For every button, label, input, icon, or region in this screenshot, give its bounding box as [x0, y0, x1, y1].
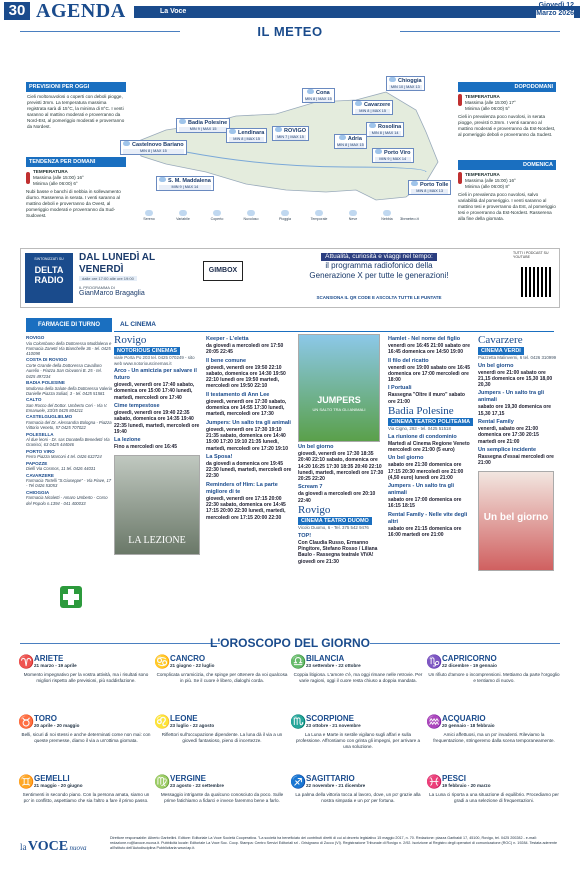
city-label-3: [176, 118, 230, 133]
sign-name: GEMELLI: [34, 774, 70, 783]
sign-text: Un rifiuto d'amore o incomprensioni. Mettiamo da parte l'orgoglio e tentiamo di nuovo.: [428, 672, 560, 683]
pharmacy-city: PORTO VIRO: [26, 448, 55, 454]
city-title: Badia Polesine: [388, 405, 454, 418]
horoscope-sign-0: [20, 654, 152, 684]
zodiac-icon: ♓: [426, 774, 443, 789]
cloud-icon: [275, 127, 282, 132]
pharmacy-city: CHIOGGIA: [26, 489, 50, 495]
sign-dates: 23 luglio - 22 agosto: [170, 723, 215, 728]
zodiac-icon: ♏: [290, 714, 307, 729]
weather-icon: [145, 210, 153, 216]
sign-name: CANCRO: [170, 654, 206, 663]
forecast-tomorrow: [26, 157, 126, 219]
meteo-credit: 3bmeteo.it: [400, 216, 419, 221]
film-title: Arco - Un amicizia per salvare il futuro: [114, 368, 197, 382]
sign-name: PESCI: [442, 774, 467, 783]
weather-legend: [136, 210, 400, 221]
pharmacy-city: COSTA DI ROVIGO: [26, 357, 68, 363]
legend-item-5: [306, 210, 332, 221]
cloud-icon: [339, 135, 346, 140]
film-showtimes: da giovedì a domenica ore 19:45 22:30 lunedì, martedì, mercoledì ore 22:30: [206, 460, 292, 480]
horoscope-sign-2: [292, 654, 424, 684]
masthead-bar: [134, 6, 580, 18]
city-title: Cavarzere: [478, 334, 523, 346]
film-title: Rental Family - Nelle vite degli altri: [388, 511, 468, 525]
city-name: Chioggia: [389, 77, 422, 85]
zodiac-icon: ♉: [18, 714, 35, 729]
city-temps: MIN 8 | MAX 15: [355, 109, 390, 114]
legend-label: Temporale: [310, 217, 328, 221]
sign-text: Belli, sicuri di noi stessi e anche determinati come non mai: con queste premesse, diamo il via a un'ottima giornata.: [21, 732, 151, 743]
pharmacy-info: Dielli Via Cosmos, 11 tel. 0426 44031: [26, 466, 96, 472]
temp-label: TEMPERATURA: [465, 94, 500, 99]
film-title: Un bel giorno: [388, 455, 424, 462]
city-label-5: [272, 126, 309, 141]
film-showtimes: venerdì ore 19:00 sabato ore 16:45 domenica ore 17:00 mercoledì ore 18:00: [388, 364, 470, 384]
footer: [20, 834, 568, 878]
film-list: [478, 363, 558, 467]
legend-label: Variabile: [176, 217, 190, 221]
sign-dates: 21 maggio - 20 giugno: [34, 783, 83, 788]
film-title: Un semplice incidente: [478, 446, 537, 453]
film-showtimes: Con Claudia Russo, Ermanno Pingitore, Stefano Rosso / Liliana Baulo - Rassegna teatrale VIVA! giovedì ore 21:30: [298, 539, 378, 565]
poster-title: Un bel giorno: [483, 511, 549, 523]
forecast-after-tomorrow: [458, 82, 556, 138]
footer-logo: la VOCE nuova: [20, 839, 87, 854]
sign-name: CAPRICORNO: [442, 654, 497, 663]
ad-days: DAL LUNEDÌ AL VENERDÌ: [79, 252, 155, 275]
city-label-8: [120, 140, 187, 155]
zodiac-icon: ♈: [18, 654, 35, 669]
cinema-header: AL CINEMA: [114, 318, 554, 332]
sign-name: LEONE: [170, 714, 198, 723]
city-name: Rosolina: [369, 123, 401, 131]
temp-min: Minima (alle 06:00) 8°: [465, 184, 510, 189]
cinema-address: Vicolo Duomo, 6 - Tel. 375 542 9476: [298, 525, 369, 531]
pharmacy-info: Corte Grande della Dottoressa Cavallaro Aurelio - Piazza San Giovanni B. 25 - tel. 0425 497234: [26, 363, 102, 379]
cinema-badge: NOTORIOUS CINEMAS: [114, 347, 180, 355]
cinema-address: viale Porta Po 203 tel. 0425 070249 - sito web www.notoriouscinemas.it: [114, 355, 195, 366]
legend-item-7: [374, 210, 400, 221]
dopodomani-header: DOPODOMANI: [458, 82, 556, 92]
city-name: Porto Tolle: [411, 181, 448, 189]
pharmacy-city: CALTO: [26, 397, 42, 403]
qr-code-icon[interactable]: [521, 267, 551, 297]
city-label-4: [226, 128, 267, 143]
city-label-7: [366, 122, 404, 137]
cloud-icon: [411, 181, 418, 186]
ad-line1: Attualità, curiosità e viaggi nel tempo:: [321, 253, 437, 261]
city-label-9: [372, 148, 414, 163]
cinema-col-2: [206, 334, 294, 521]
pharmacy-cross-icon: [60, 586, 82, 608]
city-temps: MIN 8 | MAX 15: [337, 143, 364, 147]
pharmacy-city: ROVIGO: [26, 335, 45, 340]
ad-tagline: SINTONIZZATI SU: [34, 257, 64, 261]
forecast-today: [26, 82, 126, 132]
city-name: Porto Viro: [375, 149, 411, 157]
ad-brand-logo: GIMBOX: [203, 261, 243, 281]
sign-text: La Luna e Marte in sestile vigilano sugli affari e sulla professione. Affrontiamo con grinta gli impegni, per arrivare a una soluzione.: [295, 732, 420, 749]
sign-text: Coppia litigiosa. L'amore c'è, ma oggi rimane nelle retrovie. Per varie ragioni, oggi il cuore resta chiuso a doppia mandata.: [293, 672, 423, 683]
city-temps: MIN 8 | MAX 14: [369, 131, 401, 136]
horoscope-sign-7: [428, 714, 560, 744]
cinema-badge: CINEMA TEATRO POLITEAMA: [388, 418, 473, 426]
sign-dates: 21 giugno - 22 luglio: [170, 663, 215, 668]
thermometer-icon: [26, 172, 30, 184]
sign-dates: 23 ottobre - 21 novembre: [306, 723, 361, 728]
city-temps: MIN 9 | MAX 14: [159, 185, 211, 190]
cinema-col-1: [114, 334, 200, 555]
city-temps: MIN 8 | MAX 13: [411, 189, 448, 194]
pharmacy-info: Farmacia Nicoletti - Amaro Umberto - Corso del Popolo n.1394 - 041 400033: [26, 495, 108, 506]
film-title: Scream 7: [298, 484, 323, 491]
cinema-address: Piazzetta Malinverni, 6 tel. 0426 310999: [478, 355, 557, 360]
poster-subtitle: UN SALTO TRA GLI ANIMALI: [312, 407, 366, 412]
city-name: Castelnovo Bariano: [123, 141, 184, 149]
film-showtimes: Rassegna "Oltre il muro" sabato ore 21:00: [388, 392, 465, 405]
film-title: La riunione di condominio: [388, 433, 457, 440]
film-showtimes: sabato ore 19,30 domenica ore 15,30 17,15: [478, 404, 552, 417]
page-number: 30: [4, 2, 30, 20]
horoscope-sign-11: [428, 774, 560, 804]
forecast-today-header: PREVISIONI PER OGGI: [26, 82, 126, 92]
film-showtimes: da giovedì a mercoledì ore 20:10 22:40: [298, 491, 376, 504]
ad-podcast: TUTTI I PODCAST SU YOUTUBE: [513, 251, 549, 260]
film-showtimes: giovedì, venerdì ore 17:15 20:00 22:30 sabato, domenica ore 14:45 17:15 20:00 22:30 lunedì, martedì, mercoledì ore 17:15 20:00 22:30: [206, 495, 286, 521]
zodiac-icon: ♍: [154, 774, 171, 789]
forecast-today-text: Cieli moltonuvolosi o coperti con deboli piogge, previsti 3mm. La temperatura massima registrata sarà di 15°C, la minima di 8°C. I venti saranno al mattino moderati e proverranno da Nord-Est, al pomeriggio moderati e proverranno da Nordest.: [27, 94, 125, 129]
cinema-col-4: [388, 334, 474, 538]
sign-name: ACQUARIO: [442, 714, 486, 723]
poster-title: LA LEZIONE: [128, 535, 186, 547]
cinema-col-5: [478, 334, 558, 571]
horoscope-sign-8: [20, 774, 152, 804]
domenica-header: DOMENICA: [458, 160, 556, 170]
date-rest: Marzo 2026: [536, 10, 574, 17]
film-list: [388, 434, 474, 539]
temp-min: Minima (alle 06:00) 5°: [465, 106, 510, 111]
temp-max: Massima (alle 15:00) 16°: [465, 178, 516, 183]
pharmacy-city: BADIA POLESINE: [26, 379, 65, 385]
sign-name: ARIETE: [34, 654, 64, 663]
city-name: Adria: [337, 135, 364, 143]
footer-credits: Direttore responsabile: Alberto Garbellini. Editore: Editoriale La Voce Società Cooperativa. "La società ha beneficiato dei contributi diretti di cui al decreto legislativo 15 maggio 2017, n. 70. Redazione: piazza Garibaldi 17, 45100, Rovigo, tel. 0425 200282 - e-mail: redazione.ro@lavoce-nuova.it. Pubblicità locale: Editoriale La Voce Soc. Coop. Stampa: Centro Servizi Editoriali srl - Grisignano di Zocco (VI). Registrazione Tribunale di Rovigo n. 2/92. Iscrizione al Registro degli operatori di comunicazione (ROC) n. 19284. Testata aderente all'Istituto dell'Autodisciplina Pubblicitaria www.iap.it.: [110, 836, 558, 850]
pharmacy-city: CASTELGUGLIELMO: [26, 414, 73, 420]
city-name: Cona: [305, 89, 332, 97]
sign-dates: 23 settembre - 22 ottobre: [306, 663, 361, 668]
ad-hours: dalle ore 17:00 alle ore 19:00: [79, 276, 137, 281]
horoscope-sign-4: [20, 714, 152, 744]
film-showtimes: sabato ore 17:00 domenica ore 16:15 18:15: [388, 497, 462, 510]
legend-label: Nebbia: [381, 217, 393, 221]
sign-name: BILANCIA: [306, 654, 345, 663]
pharmacy-header: FARMACIE DI TURNO: [26, 318, 112, 332]
zodiac-icon: ♌: [154, 714, 171, 729]
horoscope-sign-5: [156, 714, 288, 744]
forecast-tomorrow-header: TENDENZA PER DOMANI: [26, 157, 126, 167]
cinema-address: Via Cigno, 293 - tel. 0425 51518: [388, 426, 451, 432]
thermometer-icon: [458, 172, 462, 184]
film-title: Rental Family: [478, 419, 514, 426]
city-label-2: [352, 100, 393, 115]
sign-dates: 22 novembre - 21 dicembre: [306, 783, 366, 788]
zodiac-icon: ♐: [290, 774, 307, 789]
film-title: Cime tempestose: [114, 403, 160, 410]
forecast-sunday: [458, 160, 556, 222]
film-title: Jumpers: Un salto tra gli animali: [206, 419, 291, 426]
weather-icon: [349, 210, 357, 216]
film-title: Il testamento di Ann Lee: [206, 391, 270, 398]
sign-text: La Luna ci riporta a una situazione di equilibrio. Procediamo per gradi a una selezione di frequentazioni.: [429, 792, 559, 803]
horoscope-title: L'OROSCOPO DEL GIORNO: [210, 636, 370, 650]
cloud-icon: [369, 123, 376, 128]
film-showtimes: Fino a mercoledì ore 16:45: [114, 444, 178, 451]
horoscope-sign-6: [292, 714, 424, 750]
cinema-badge: CINEMA TEATRO DUOMO: [298, 517, 372, 525]
film-title: Jumpers - Un salto tra gli animali: [478, 390, 545, 404]
film-showtimes: giovedì, venerdì ore 17:40 sabato, domenica ore 15:00 17:40 lunedì, martedì, mercoledì ore 17:40: [114, 382, 195, 401]
cinema-badge: CINEMA VERDI: [478, 347, 524, 355]
film-title: Keeper - L'eletta: [206, 336, 249, 342]
date-line: [536, 2, 574, 18]
paper-name: La Voce: [160, 8, 187, 15]
sign-dates: 20 aprile - 20 maggio: [34, 723, 80, 728]
ad-show: IL PROGRAMMA DI: [79, 285, 115, 291]
weather-icon: [179, 210, 187, 216]
city-name: S. M. Maddalena: [159, 177, 211, 185]
weather-icon: [315, 210, 323, 216]
city-name: ROVIGO: [275, 127, 306, 135]
meteo-title: IL METEO: [257, 24, 323, 39]
sign-dates: 20 gennaio - 18 febbraio: [442, 723, 495, 728]
weather-icon: [213, 210, 221, 216]
film-showtimes: venerdì ore 16:45 21:00 sabato ore 16:45 domenica ore 14:50 19:00: [388, 343, 470, 356]
horoscope-sign-10: [292, 774, 424, 804]
city-label-10: [156, 176, 214, 191]
city-label-0: [386, 76, 425, 91]
legend-item-6: [340, 210, 366, 221]
poster-la-lezione: [114, 455, 200, 555]
legend-item-1: [170, 210, 196, 221]
poster-un-bel-giorno: [478, 471, 554, 571]
film-title: Jumpers - Un salto tra gli animali: [388, 483, 455, 497]
sign-name: SAGITTARIO: [306, 774, 355, 783]
sign-text: Amici affettuosi, ma un po' invadenti. Rileviamo la frequentazione, stringeremo dalla scena temporaneamente.: [433, 732, 555, 743]
pharmacy-city: POLESELLA: [26, 431, 54, 437]
poster-title: JUMPERS: [317, 395, 361, 405]
ad-line2: il programma radiofonico della: [325, 261, 433, 271]
sign-dates: 19 febbraio - 20 marzo: [442, 783, 491, 788]
cloud-icon: [159, 177, 166, 182]
film-title: La Sposa!: [206, 453, 233, 460]
sign-dates: 23 agosto - 22 settembre: [170, 783, 224, 788]
cloud-icon: [389, 77, 396, 82]
ad-qr-text: SCANSIONA IL QR CODE E ASCOLTA TUTTE LE PUNTATE: [316, 295, 442, 300]
sign-text: Messaggio intrigante da qualcuno conosciuto da poco. Sulle prime fatichiamo a fidarci e invece faremmo bene a farlo.: [160, 792, 284, 803]
legend-item-3: [238, 210, 264, 221]
weather-icon: [383, 210, 391, 216]
ad-host: GianMarco Bragaglia: [79, 290, 145, 298]
film-title: Il bene comune: [206, 357, 247, 364]
cloud-icon: [229, 129, 236, 134]
radio-name: DELTA RADIO: [34, 265, 64, 286]
city-temps: MIN 7 | MAX 15: [275, 135, 306, 140]
city-temps: MIN 9 | MAX 14: [375, 157, 411, 162]
temp-max: Massima (alle 15:00) 17°: [465, 100, 516, 105]
film-title: La lezione: [114, 437, 141, 444]
temp-label: TEMPERATURA: [33, 169, 68, 174]
city-temps: MIN 8 | MAX 15: [305, 97, 332, 101]
cloud-icon: [355, 101, 362, 106]
sign-text: Riflettori sull'occupazione dipendente. La luna dà il via a un giovedì fantasioso, pieno di incertezze.: [161, 732, 283, 743]
sign-dates: 22 dicembre - 19 gennaio: [442, 663, 497, 668]
temp-label: TEMPERATURA: [465, 172, 500, 177]
legend-item-0: [136, 210, 162, 221]
horoscope-sign-9: [156, 774, 288, 804]
pharmacy-info: Ferro Piazza Marconi 4 tel. 0426 632724: [26, 454, 102, 460]
weather-icon: [281, 210, 289, 216]
sign-name: TORO: [34, 714, 57, 723]
city-name: Cavarzere: [355, 101, 390, 109]
cloud-icon: [307, 89, 314, 94]
date-day: Giovedì 12: [538, 2, 574, 9]
cinema-col-3: [298, 334, 384, 565]
city-temps: MIN 10 | MAX 13: [390, 85, 420, 89]
sign-text: Sentimenti in secondo piano. Con la persona amata, siamo un po' in conflitto, aspettiamo che sia l'altro a fare il primo passo.: [22, 792, 150, 803]
radio-logo: [25, 253, 73, 303]
legend-label: Coperto: [210, 217, 224, 221]
section-title: AGENDA: [36, 0, 126, 22]
pharmacy-info: Madonna della Salute della Dottoressa Valeria Danielle Piazza Soliati, 3 - tel. 0425 51581: [26, 385, 112, 396]
dopodomani-text: Cieli in prevalenza poco nuvolosi, in serata piogge, previsti 0.3mm. I venti saranno al mattino moderati e proverranno da Est-Nordest, al pomeriggio deboli e proverranno da Sudest.: [458, 114, 556, 137]
weather-icon: [247, 210, 255, 216]
domenica-text: Cieli in prevalenza poco nuvolosi, salvo variabilità dal pomeriggio. I venti saranno al mattino tesi e proverranno da Est, al pomeriggio tesi e proverranno da Est-Nordest. Rasserena alla fine della giornata.: [458, 192, 556, 221]
film-showtimes: giovedì, venerdì ore 17:30 19:10 21:35 sabato, domenica ore 14:40 15:00 17:20 19:10 21:35 lunedì, martedì, mercoledì ore 17:20 19:10: [206, 426, 288, 452]
zodiac-icon: ♑: [426, 654, 443, 669]
horoscope-sign-3: [428, 654, 560, 684]
legend-label: Pioggia: [279, 217, 291, 221]
film-title: Un bel giorno: [298, 444, 334, 450]
zodiac-icon: ♊: [18, 774, 35, 789]
cloud-icon: [123, 141, 130, 146]
film-showtimes: da giovedì a mercoledì ore 17:50 20:05 22:45: [206, 343, 284, 356]
film-showtimes: giovedì, venerdì ore 17:30 18:35 20:40 22:10 sabato, domenica ore 14:20 16:25 17:30 18:35 20:40 22:10 lunedì, martedì, mercoledì ore 17:30 20:25 22:20: [298, 451, 384, 483]
cloud-icon: [179, 119, 186, 124]
zodiac-icon: ♒: [426, 714, 443, 729]
city-label-6: [334, 134, 367, 149]
film-showtimes: giovedì, venerdì ore 17:30 sabato, domenica ore 14:55 17:30 lunedì, martedì, mercoledì ore 17:30: [206, 398, 287, 418]
pharmacy-info: Via Colombano della Dottoressa Maddalena e Farmacia Zanetti Via Bianchelle 36 - tel. 0425 410098: [26, 340, 112, 357]
city-name: Lendinara: [229, 129, 264, 137]
city-temps: MIN 8 | MAX 15: [229, 137, 264, 142]
ad-line3: Generazione X per tutte le generazioni!: [309, 271, 449, 281]
film-list: [298, 444, 384, 504]
pharmacy-info: Farmacia del Dr. Alessandra Bologna - Piazza Vittorio Veneto, 57 0425 707022: [26, 419, 112, 431]
legend-item-2: [204, 210, 230, 221]
film-list: [388, 336, 474, 405]
sign-text: La palma della vittoria tocca al lavoro, dove, un po' grazie alla nostra simpatia e un po' per fortuna.: [295, 792, 421, 803]
film-showtimes: venerdì, sabato ore 21:00 domenica ore 17:30 20:15 martedì ore 21:00: [478, 426, 539, 445]
film-title: TOP!: [298, 532, 312, 539]
film-title: Un bel giorno: [478, 362, 514, 369]
sign-text: Momento impegnativo per la vostra attività, ma i risultati sono migliori rispetto alle previsioni, più soddisfazione.: [23, 672, 149, 683]
pharmacy-info: Al due leoni - Dr. sas Donatella Benedetti Via Granisci, 63 0425 444046: [26, 437, 110, 448]
legend-label: Sereno: [143, 217, 155, 221]
film-showtimes: giovedì, venerdì ore 19:40 22:35 sabato, domenica ore 14:35 19:40 22:35 lunedì, martedì, mercoledì ore 19:40: [114, 410, 200, 435]
cloud-icon: [375, 149, 382, 154]
film-list: [114, 368, 200, 450]
radio-advert: [20, 248, 560, 308]
film-showtimes: giovedì, venerdì ore 19:50 22:10 sabato, domenica ore 14:30 19:50 22:10 lunedì ore 19:50 martedì, mercoledì ore 19:50 22:10: [206, 364, 286, 390]
sign-name: VERGINE: [170, 774, 207, 783]
horoscope-sign-1: [156, 654, 288, 684]
city-temps: MIN 8 | MAX 15: [123, 149, 184, 154]
legend-label: Neve: [348, 217, 358, 221]
temp-max: Massima (alle 15:00) 16°: [33, 175, 84, 180]
film-showtimes: Rassegna d'essai mercoledì ore 21:00: [478, 453, 554, 467]
city-title: Rovigo: [114, 334, 147, 346]
city-temps: MIN 9 | MAX 15: [179, 127, 227, 132]
pharmacy-info: San Rocco del Dottor. Umberto Ceri - Via V. Emanuele, 33/35 0425 804211: [26, 402, 108, 414]
film-title: I Portuali: [388, 385, 412, 392]
city-label-1: [302, 88, 335, 103]
film-showtimes: Martedì al Cinema Regione Veneto mercoledì ore 21:00 (5 euro): [388, 440, 470, 453]
city-name: Badia Polesine: [179, 119, 227, 127]
pharmacy-list: [26, 334, 112, 506]
film-list: [298, 533, 384, 565]
city-label-11: [408, 180, 451, 195]
pharmacy-city: CAVARZERE: [26, 472, 54, 478]
pharmacy-city: PAPOZZE: [26, 460, 48, 466]
legend-label: Nuvoloso: [243, 217, 259, 221]
sign-text: Complicata un'amicizia, che spinge per ottenere da voi qualcosa in più. Se il cuore è libero, dialoghi corda.: [156, 672, 288, 683]
zodiac-icon: ♋: [154, 654, 171, 669]
poster-jumpers: [298, 334, 380, 442]
legend-item-4: [272, 210, 298, 221]
film-title: Reminders of Him: La parte migliore di te: [206, 481, 278, 495]
zodiac-icon: ♎: [290, 654, 307, 669]
film-title: Hamlet - Nel nome del figlio: [388, 336, 461, 342]
temp-min: Minima (alle 06:00) 6°: [33, 181, 78, 186]
sign-dates: 21 marzo - 19 aprile: [34, 663, 77, 668]
thermometer-icon: [458, 94, 462, 106]
film-showtimes: venerdì ore 21:00 sabato ore 21,15 domenica ore 15,30 18,00 20,30: [478, 369, 553, 389]
sign-name: SCORPIONE: [306, 714, 355, 723]
film-showtimes: sabato ore 21:30 domenica ore 17:15 20:30 mercoledì ore 21:00 (4,50 euro) lunedì ore 21:00: [388, 462, 464, 481]
forecast-tomorrow-text: Nubi basse e banchi di nebbia in sollevamento diurno. Rasserena in serata. I venti saranno al mattino deboli e proverranno da Ovest, al pomeriggio moderati e proverranno da Sud-Sudovest.: [26, 189, 121, 218]
film-showtimes: sabato ore 21:15 domenica ore 16:00 martedì ore 21:00: [388, 525, 462, 539]
city-title: Rovigo: [298, 504, 331, 517]
film-title: Il filo del ricatto: [388, 357, 429, 364]
pharmacy-info: Farmacia Tortelli "S.Giuseppe" - Via Piave, 17 - Tel 0426 53053: [26, 478, 112, 489]
